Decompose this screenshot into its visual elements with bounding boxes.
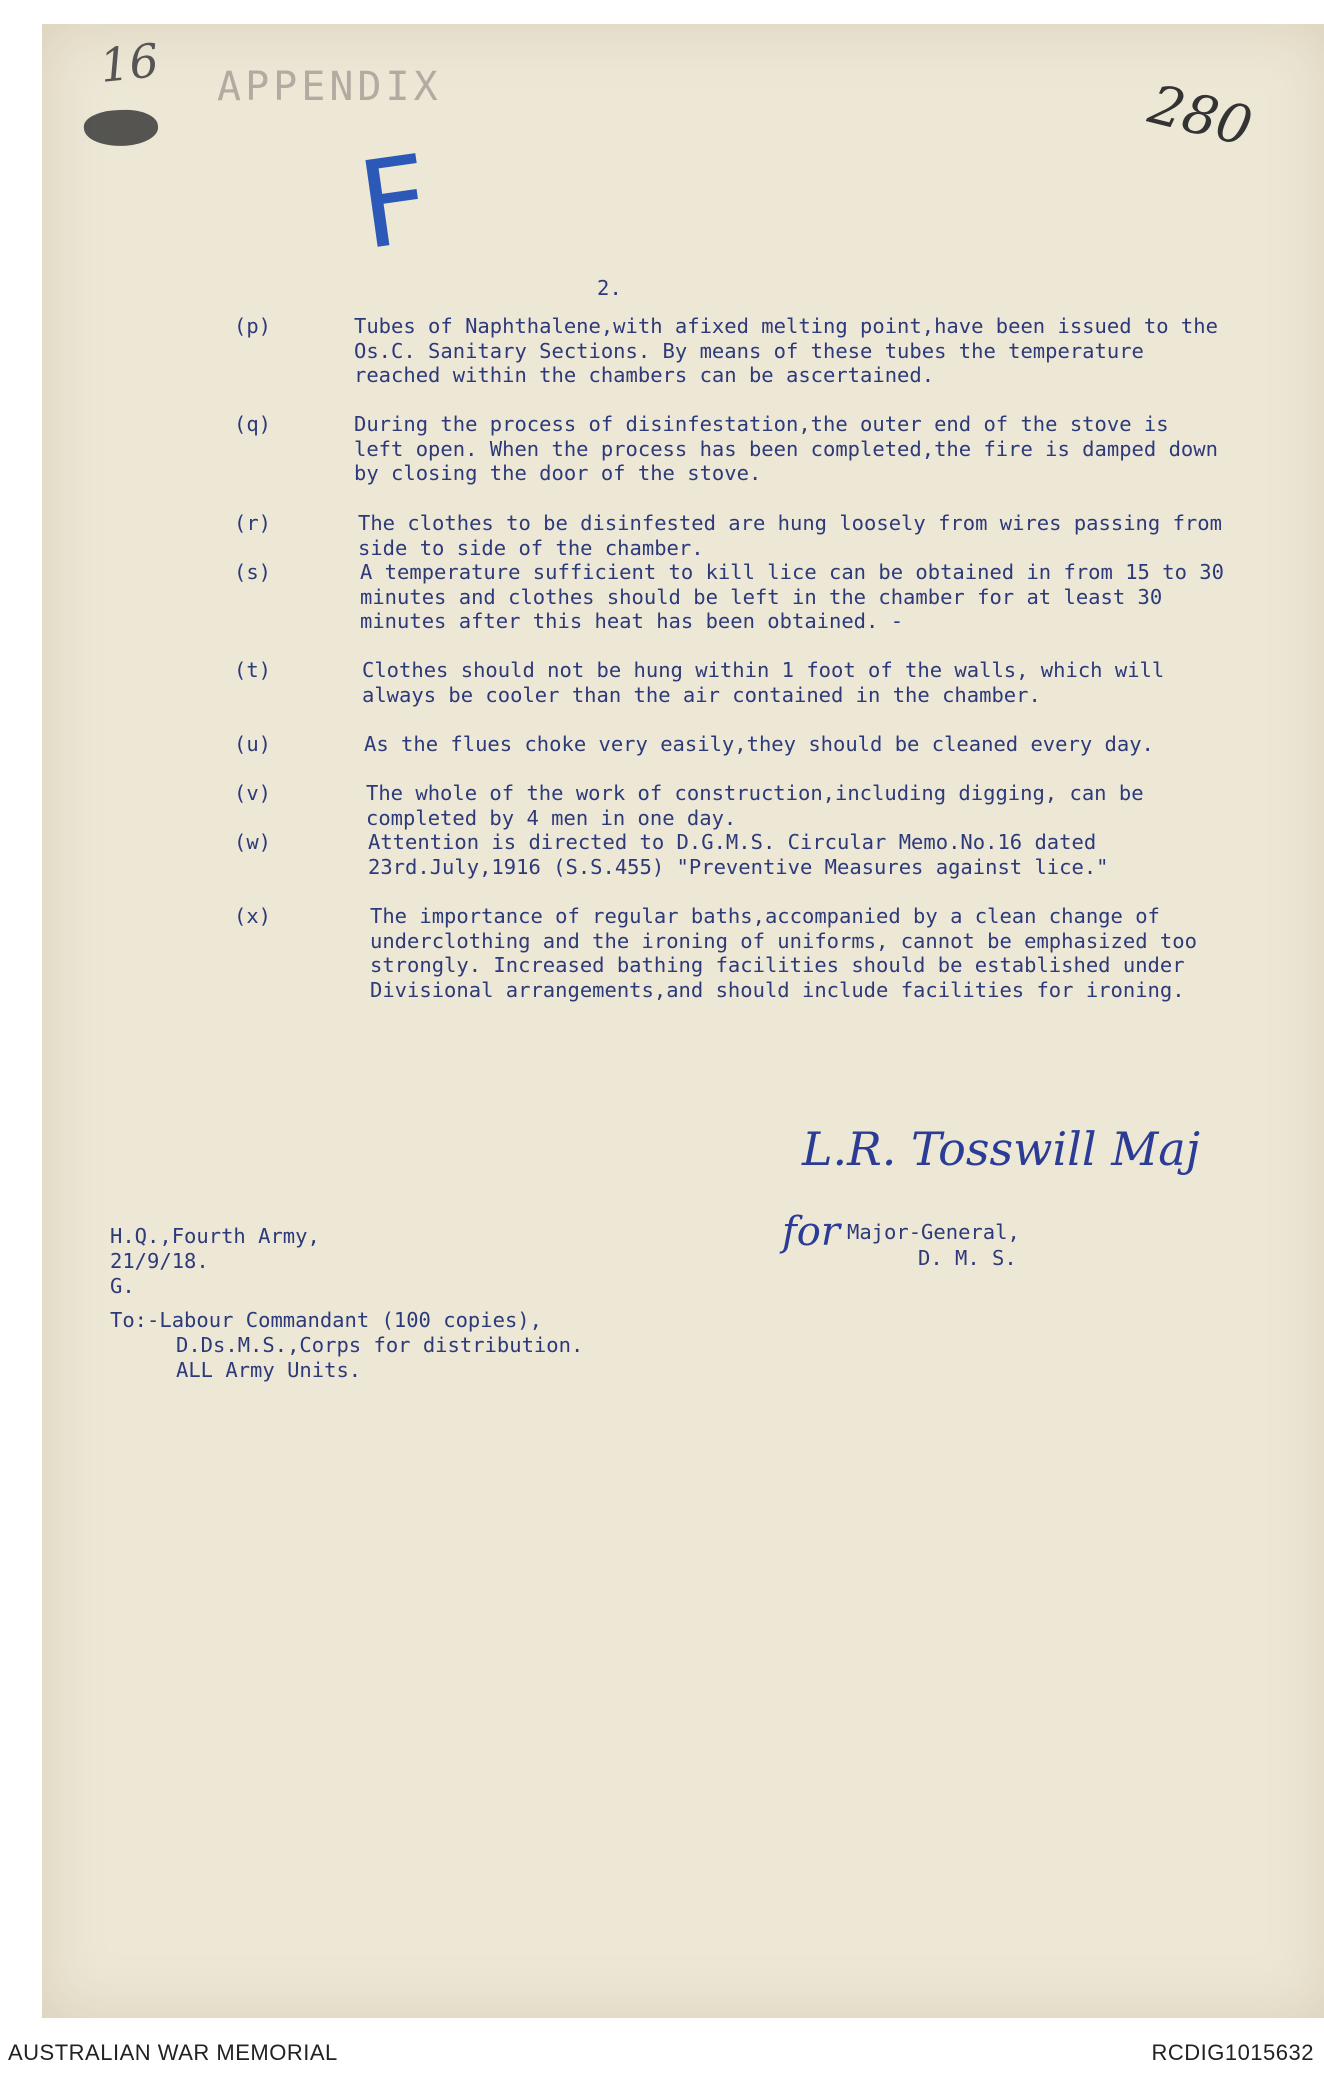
origin-date: 21/9/18. [110, 1249, 209, 1273]
item-label: (t) [234, 658, 272, 682]
item-text: A temperature sufficient to kill lice can be obtained in from 15 to 30 minutes and clothes should be left in the chamber for at least 30 minutes after this heat has been obtained. - [360, 560, 1224, 633]
document-page [42, 24, 1324, 2018]
item-label: (u) [234, 732, 272, 756]
item-label: (v) [234, 781, 272, 805]
item-label: (w) [234, 830, 272, 854]
ink-stamp-blot [83, 107, 159, 148]
origin-hq: H.Q.,Fourth Army, [110, 1224, 320, 1248]
item-label: (s) [234, 560, 272, 584]
item-text: Tubes of Naphthalene,with afixed melting point,have been issued to the Os.C. Sanitary Sections. By means of these tubes the temperature reached within the chambers can be ascertained. [354, 314, 1218, 387]
item-label: (p) [234, 314, 272, 338]
distribution-line: D.Ds.M.S.,Corps for distribution. [176, 1333, 584, 1357]
distribution-line: To:-Labour Commandant (100 copies), [110, 1308, 542, 1332]
distribution-line: ALL Army Units. [176, 1358, 362, 1382]
item-text: The whole of the work of construction,including digging, can be completed by 4 men in one day. [366, 781, 1144, 830]
archive-reference: RCDIG1015632 [1151, 2040, 1314, 2065]
item-label: (q) [234, 412, 272, 436]
item-text: The importance of regular baths,accompanied by a clean change of underclothing and the ironing of uniforms, cannot be emphasized too strongly. Increased bathing facilities should be established under Divisional arrangements,and should include facilities for ironing. [370, 904, 1197, 1002]
item-text: The clothes to be disinfested are hung loosely from wires passing from side to side of the chamber. [358, 511, 1222, 560]
item-label: (r) [234, 511, 272, 535]
folio-number: 280 [1142, 72, 1259, 159]
signature-per: for [782, 1209, 841, 1255]
page-number: 2. [597, 276, 623, 300]
pencil-page-number: 16 [97, 33, 162, 93]
item-text: Attention is directed to D.G.M.S. Circular Memo.No.16 dated 23rd.July,1916 (S.S.455) "Preventive Measures against lice." [368, 830, 1109, 879]
item-text: Clothes should not be hung within 1 foot of the walls, which will always be cooler than the air contained in the chamber. [362, 658, 1165, 707]
origin-branch: G. [110, 1274, 135, 1298]
signatory-title: Major-General, [847, 1220, 1020, 1244]
signatory-office: D. M. S. [918, 1246, 1017, 1270]
handwritten-letter-f: F [350, 129, 439, 278]
item-text: As the flues choke very easily,they should be cleaned every day. [364, 732, 1154, 756]
item-label: (x) [234, 904, 272, 928]
appendix-stamp: APPENDIX [217, 64, 442, 110]
archive-caption: AUSTRALIAN WAR MEMORIAL [8, 2040, 338, 2065]
signature: L.R. Tosswill Maj [802, 1122, 1200, 1176]
item-text: During the process of disinfestation,the outer end of the stove is left open. When the process has been completed,the fire is damped down by closing the door of the stove. [354, 412, 1218, 485]
